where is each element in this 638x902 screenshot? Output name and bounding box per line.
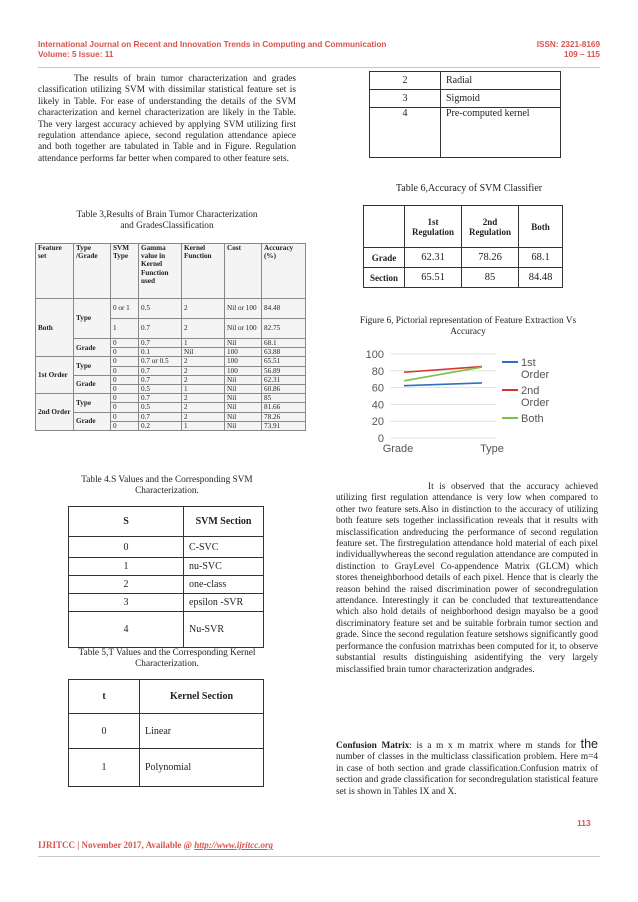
footer-link[interactable]: http://www.ijritcc.org <box>194 840 273 850</box>
cell: 62.31 <box>405 248 462 268</box>
intro-paragraph: The results of brain tumor characterization and grades classification utilizing SVM with dissimilar statistical feature set is likely in Table. For ease of understanding the details of the SVM characterization and kernel characterization are likely in the Table. The very largest accuracy achieved by applying SVM utilizing first regulation attendance apiece, second regulation attendance apiece and both together are tabulated in Table and in Figure. Regulation attendance performs far better when compared to other feature sets. <box>38 74 296 164</box>
cell: 62.31 <box>262 375 306 384</box>
cell: 0 or 1 <box>111 299 139 319</box>
cell: 0 <box>111 403 139 412</box>
cell: 2 <box>69 576 184 594</box>
table3-caption-line1: Table 3,Results of Brain Tumor Characterization <box>76 210 258 220</box>
footer-text: IJRITCC | November 2017, Available @ <box>38 840 195 850</box>
cell: 68.1 <box>262 339 306 348</box>
table-row <box>36 375 306 384</box>
cell: epsilon -SVR <box>184 594 264 612</box>
cell: 63.88 <box>262 348 306 357</box>
corner-cell <box>364 206 405 248</box>
y-tick-label: 80 <box>371 365 384 378</box>
cell: 0 <box>69 537 184 558</box>
y-tick-label: 40 <box>371 399 384 412</box>
cell: 0 <box>111 412 139 421</box>
table-row <box>69 749 264 787</box>
cell: Nil <box>182 348 225 357</box>
cell: Nil or 100 <box>225 319 262 339</box>
cm-text-the: the <box>580 737 598 751</box>
figure6-caption-line2: Accuracy <box>450 327 486 338</box>
cell: 78.26 <box>262 412 306 421</box>
footer-rule <box>38 856 600 857</box>
subgroup-grade: Grade <box>74 412 111 430</box>
table-row <box>36 394 306 403</box>
page-range: 109 – 115 <box>564 50 600 59</box>
cell: 1 <box>69 749 140 787</box>
cell: 1 <box>182 339 225 348</box>
cell: 85 <box>262 394 306 403</box>
cell: 0 <box>111 339 139 348</box>
legend-label: Order <box>521 369 550 381</box>
cell: 84.48 <box>262 299 306 319</box>
cell: 0 <box>111 348 139 357</box>
cell: Nil <box>225 421 262 430</box>
table4-svm <box>68 506 264 648</box>
th-type-grade: Type /Grade <box>74 244 111 299</box>
cell: 100 <box>225 366 262 375</box>
cell: 0.5 <box>139 403 182 412</box>
figure6-caption <box>330 316 606 339</box>
cell: 56.89 <box>262 366 306 375</box>
cell: 1 <box>182 421 225 430</box>
cell: 65.51 <box>262 357 306 366</box>
cell: 81.66 <box>262 403 306 412</box>
cell: Polynomial <box>140 749 264 787</box>
x-tick-label: Grade <box>382 443 414 455</box>
cell: 2 <box>182 357 225 366</box>
cell: 0.7 <box>139 394 182 403</box>
legend-label: 1st <box>521 357 536 369</box>
subgroup-type: Type <box>74 394 111 412</box>
y-tick-label: 0 <box>377 433 384 445</box>
table-row <box>36 299 306 319</box>
cell: 0.7 <box>139 339 182 348</box>
table4-caption <box>38 475 296 498</box>
cell: 100 <box>225 357 262 366</box>
y-tick-label: 20 <box>371 416 384 429</box>
table4-header-row <box>69 507 264 537</box>
y-tick-label: 100 <box>365 349 384 361</box>
table-row <box>69 594 264 612</box>
cm-text-b: number of classes in the multiclass classification problem. Here m=4 in case of both section and grade classification.Confusion matrix of section and grade classification for secondregulation statistical feature set is shown in Tables IX and X. <box>336 752 598 797</box>
cell: 2 <box>370 72 441 90</box>
cell: Nil <box>225 394 262 403</box>
cell: 0.5 <box>139 299 182 319</box>
header-rule <box>38 67 600 68</box>
table-row <box>370 90 561 108</box>
table5-caption-line1: Table 5,T Values and the Corresponding Kernel <box>78 648 256 658</box>
table5-caption <box>38 648 296 671</box>
cell: 65.51 <box>405 268 462 288</box>
table5-kernel-continued <box>369 71 561 158</box>
subgroup-grade: Grade <box>74 339 111 357</box>
x-tick-label: Type <box>480 443 504 455</box>
cell: 60.86 <box>262 385 306 394</box>
cell: C-SVC <box>184 537 264 558</box>
discussion-paragraph <box>336 482 598 676</box>
table-row <box>36 339 306 348</box>
running-header-2 <box>38 50 600 59</box>
cell: 2 <box>182 299 225 319</box>
cell: 0.7 <box>139 319 182 339</box>
cell: 0.7 <box>139 366 182 375</box>
cell: 0 <box>111 394 139 403</box>
cm-text-a: : is a m x m matrix where m stands for <box>409 741 581 751</box>
table-row <box>69 576 264 594</box>
th-kernel-section: Kernel Section <box>140 680 264 714</box>
cell: 4 <box>69 612 184 648</box>
th-kernel: Kernel Function <box>182 244 225 299</box>
issn: ISSN: 2321-8169 <box>536 40 600 49</box>
cell: 1 <box>182 385 225 394</box>
th-feature-set: Feature set <box>36 244 74 299</box>
cell: Nil <box>225 403 262 412</box>
cell: 3 <box>370 90 441 108</box>
cell: 0.2 <box>139 421 182 430</box>
cell: 1 <box>111 319 139 339</box>
table-row <box>69 558 264 576</box>
cell: 84.48 <box>519 268 563 288</box>
table3-caption <box>38 210 296 233</box>
table6-caption: Table 6,Accuracy of SVM Classifier <box>395 183 543 194</box>
cell: 4 <box>370 108 441 158</box>
table-row <box>69 537 264 558</box>
cell: 85 <box>462 268 519 288</box>
cell: Nil <box>225 375 262 384</box>
cell: 82.75 <box>262 319 306 339</box>
cell: Nil <box>225 412 262 421</box>
th-gamma: Gamma value in Kernel Function used <box>139 244 182 299</box>
cell: 0 <box>111 366 139 375</box>
row-label-grade: Grade <box>364 248 405 268</box>
table6-header-row <box>364 206 563 248</box>
table-row <box>364 268 563 288</box>
table5-caption-line2: Characterization. <box>135 659 199 670</box>
cell: 2 <box>182 412 225 421</box>
table-row <box>370 72 561 90</box>
subgroup-type: Type <box>74 299 111 339</box>
table-row <box>69 612 264 648</box>
cell: 0 <box>111 385 139 394</box>
figure6-caption-line1: Figure 6, Pictorial representation of Feature Extraction Vs <box>359 316 577 326</box>
legend-label: Both <box>521 413 544 425</box>
cell: 0 <box>111 357 139 366</box>
series-line-1 <box>404 383 482 386</box>
table3-results <box>35 243 306 431</box>
cell: Nil or 100 <box>225 299 262 319</box>
cell: Linear <box>140 714 264 749</box>
cell: 0 <box>111 421 139 430</box>
subgroup-grade: Grade <box>74 375 111 393</box>
legend-label: 2nd <box>521 385 540 397</box>
th-1st-regulation: 1st Regulation <box>405 206 462 248</box>
cell: 0.1 <box>139 348 182 357</box>
table-row <box>36 357 306 366</box>
cell: 0.5 <box>139 385 182 394</box>
cell: Nil <box>225 339 262 348</box>
table-row <box>69 714 264 749</box>
table3-caption-line2: and GradesClassification <box>120 221 214 232</box>
table-row <box>370 108 561 158</box>
cell: 0 <box>69 714 140 749</box>
figure6-line-chart <box>338 340 570 460</box>
subgroup-type: Type <box>74 357 111 375</box>
cell: Pre-computed kernel <box>441 108 561 158</box>
legend-label: Order <box>521 397 550 409</box>
table-row <box>364 248 563 268</box>
th-s: S <box>69 507 184 537</box>
discussion-text: It is observed that the accuracy achieved utilizing first regulation attendance is very low when compared to other two feature sets.Also in distinction to the accuracy of utilizing both feature sets together inclassification reveals that it results with misclassification andreducing the performance of second regulation feature set. The firstregulation attendance hold material of each pixel individuallywhereas the second regulation attendance are computed in distinction to GrayLevel Co-appendence Matrix (GLCM) which stores theneighborhood details of each pixel. Hence that is clearly the reason behind the raised discrimination power of secondregulation attendance. Interestingly it can be concluded that textureattendance which also hold details of neighborhood design mayalso be a good discriminatory feature set and be suitable forbrain tumor section and grade. Since the second regulation feature setshows significantly good performance the confusion matrixhas been computed for it, to observe substantial results distinguishing asidentifying the very largely misclassified brain tumor characterization andgrades. <box>336 482 598 675</box>
cell: 1 <box>69 558 184 576</box>
cell: Nu-SVR <box>184 612 264 648</box>
th-2nd-regulation: 2nd Regulation <box>462 206 519 248</box>
table5-header-row <box>69 680 264 714</box>
confusion-matrix-paragraph <box>336 739 598 798</box>
group-second-order: 2nd Order <box>36 394 74 431</box>
y-tick-label: 60 <box>371 382 384 395</box>
th-svm-type: SVM Type <box>111 244 139 299</box>
cell: nu-SVC <box>184 558 264 576</box>
table5-kernel <box>68 679 264 787</box>
table4-caption-line1: Table 4.S Values and the Corresponding SVM <box>81 475 253 485</box>
cell: 100 <box>225 348 262 357</box>
running-header <box>38 40 600 49</box>
cell: 2 <box>182 375 225 384</box>
cell: 2 <box>182 319 225 339</box>
cell: 2 <box>182 403 225 412</box>
cell: 0.7 <box>139 375 182 384</box>
cell: 0.7 <box>139 412 182 421</box>
table3-header-row <box>36 244 306 299</box>
cell: 78.26 <box>462 248 519 268</box>
cell: 0.7 or 0.5 <box>139 357 182 366</box>
cell: 73.91 <box>262 421 306 430</box>
journal-name: International Journal on Recent and Innovation Trends in Computing and Communication <box>38 40 387 49</box>
cell: 0 <box>111 375 139 384</box>
cell: 68.1 <box>519 248 563 268</box>
cell: Radial <box>441 72 561 90</box>
th-t: t <box>69 680 140 714</box>
cell: 2 <box>182 394 225 403</box>
cell: 2 <box>182 366 225 375</box>
group-both: Both <box>36 299 74 357</box>
table6-accuracy <box>363 205 563 288</box>
footer <box>38 840 273 850</box>
th-cost: Cost <box>225 244 262 299</box>
volume-issue: Volume: 5 Issue: 11 <box>38 50 114 59</box>
table4-caption-line2: Characterization. <box>135 486 199 497</box>
table-row <box>36 412 306 421</box>
confusion-matrix-term: Confusion Matrix <box>336 741 410 751</box>
th-svm-section: SVM Section <box>184 507 264 537</box>
page-number: 113 <box>577 818 591 828</box>
cell: 3 <box>69 594 184 612</box>
cell: one-class <box>184 576 264 594</box>
row-label-section: Section <box>364 268 405 288</box>
cell: Nil <box>225 385 262 394</box>
th-both: Both <box>519 206 563 248</box>
group-first-order: 1st Order <box>36 357 74 394</box>
cell: Sigmoid <box>441 90 561 108</box>
th-accuracy: Accuracy (%) <box>262 244 306 299</box>
